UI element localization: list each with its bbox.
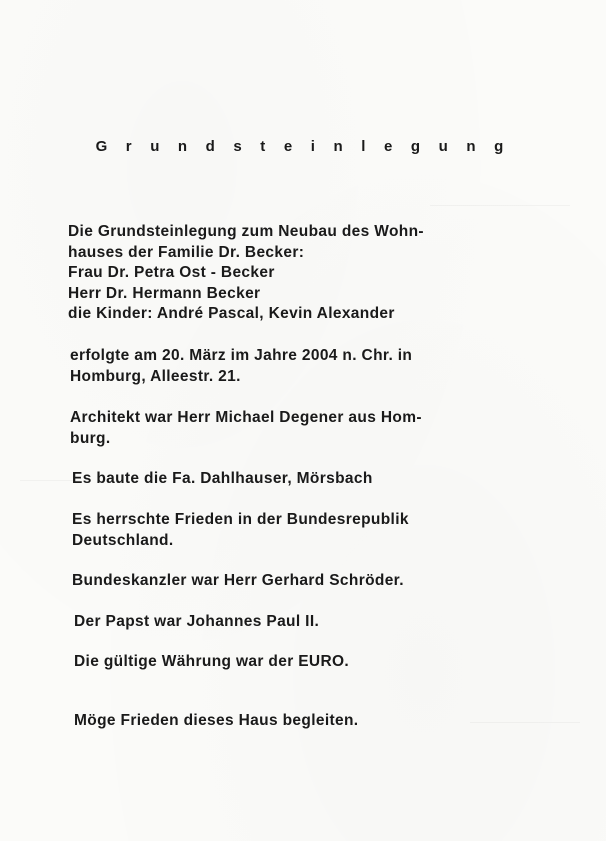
chancellor-paragraph <box>72 571 572 592</box>
architect-line: burg. <box>70 429 111 447</box>
intro-paragraph <box>68 222 568 325</box>
intro-line: die Kinder: André Pascal, Kevin Alexander <box>68 305 395 322</box>
intro-line: Herr Dr. Hermann Becker <box>68 284 261 302</box>
peace-line: Es herrschte Frieden in der Bundesrepublik <box>72 511 409 528</box>
scan-noise <box>430 205 570 206</box>
document-title: G r u n d s t e i n l e g u n g <box>95 138 511 155</box>
intro-line: hauses der Familie Dr. Becker: <box>68 243 305 261</box>
architect-line: Architekt war Herr Michael Degener aus Hom- <box>70 409 422 426</box>
blessing-line: Möge Frieden dieses Haus begleiten. <box>74 712 359 729</box>
date-place-line: Homburg, Alleestr. 21. <box>70 367 241 385</box>
pope-paragraph <box>74 612 574 633</box>
date-place-paragraph <box>70 346 570 387</box>
builder-line: Es baute die Fa. Dahlhauser, Mörsbach <box>72 470 373 487</box>
blessing-paragraph <box>74 711 574 732</box>
date-place-line: erfolgte am 20. März im Jahre 2004 n. Chr. in <box>70 347 413 364</box>
intro-line: Frau Dr. Petra Ost - Becker <box>68 264 275 281</box>
architect-paragraph <box>70 408 570 449</box>
currency-paragraph <box>74 652 574 673</box>
pope-line: Der Papst war Johannes Paul II. <box>74 613 320 630</box>
chancellor-line: Bundeskanzler war Herr Gerhard Schröder. <box>72 572 404 589</box>
peace-line: Deutschland. <box>72 531 174 549</box>
builder-paragraph <box>72 469 572 490</box>
currency-line: Die gültige Währung war der EURO. <box>74 653 350 670</box>
peace-paragraph <box>72 510 572 551</box>
intro-line: Die Grundsteinlegung zum Neubau des Wohn- <box>68 223 424 240</box>
scan-noise <box>20 480 80 481</box>
